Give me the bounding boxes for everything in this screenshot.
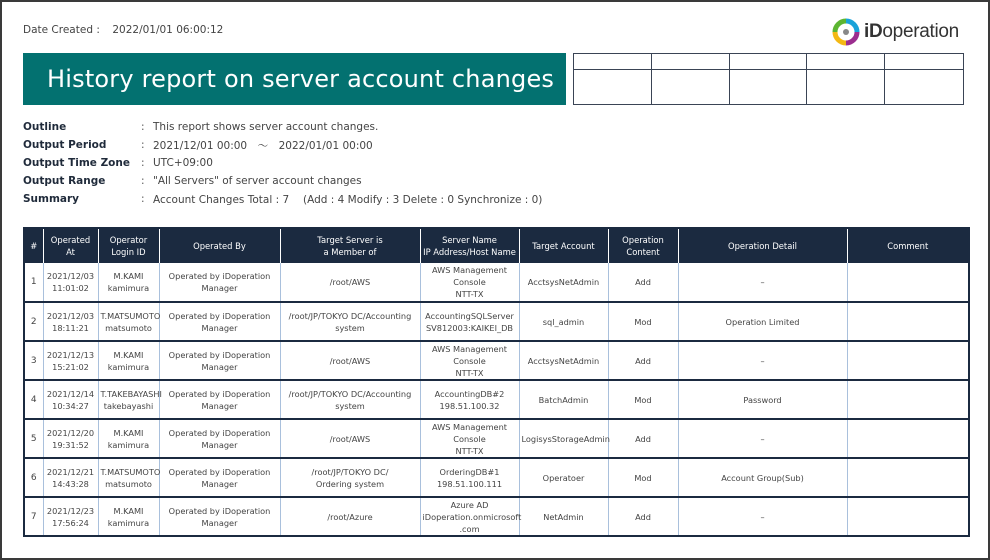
cell-operator-login-id: T.TAKEBAYASHI takebayashi [98, 380, 159, 419]
cell-number: 4 [24, 380, 43, 419]
cell-operator-login-id: M.KAMI kamimura [98, 497, 159, 536]
stamp-cell [807, 70, 885, 104]
cell-operated-at: 2021/12/03 18:11:21 [43, 302, 98, 341]
cell-server-name: AccountingDB#2 198.51.100.32 [420, 380, 519, 419]
header-col-server-name: Server Name IP Address/Host Name [420, 228, 519, 263]
table-row [24, 380, 969, 419]
logo-text: iDoperation [864, 21, 959, 42]
cell-operated-at: 2021/12/13 15:21:02 [43, 341, 98, 380]
cell-operation-detail: – [678, 497, 847, 536]
cell-operated-at: 2021/12/20 19:31:52 [43, 419, 98, 458]
cell-operated-by: Operated by iDoperation Manager [159, 458, 280, 497]
header-col-target-account: Target Account [519, 228, 608, 263]
stamp-cell [652, 70, 730, 104]
cell-operation-content: Add [608, 497, 678, 536]
cell-server-name: AWS Management Console NTT-TX [420, 341, 519, 380]
date-created-label: Date Created : [23, 24, 100, 36]
cell-operator-login-id: M.KAMI kamimura [98, 419, 159, 458]
cell-number: 3 [24, 341, 43, 380]
header-col-comment: Comment [847, 228, 969, 263]
cell-operated-by: Operated by iDoperation Manager [159, 263, 280, 302]
table-row [24, 341, 969, 380]
cell-operation-detail: – [678, 419, 847, 458]
cell-operation-detail: – [678, 263, 847, 302]
cell-target-server-group: /root/JP/TOKYO DC/Accounting system [280, 302, 420, 341]
cell-comment [847, 341, 969, 380]
cell-operated-at: 2021/12/23 17:56:24 [43, 497, 98, 536]
cell-target-server-group: /root/Azure [280, 497, 420, 536]
approval-stamp-grid [573, 53, 964, 105]
cell-comment [847, 380, 969, 419]
report-info [23, 118, 542, 208]
cell-operator-login-id: M.KAMI kamimura [98, 341, 159, 380]
cell-target-account: sql_admin [519, 302, 608, 341]
cell-number: 6 [24, 458, 43, 497]
cell-operated-by: Operated by iDoperation Manager [159, 380, 280, 419]
cell-server-name: OrderingDB#1 198.51.100.111 [420, 458, 519, 497]
cell-operated-at: 2021/12/03 11:01:02 [43, 263, 98, 302]
stamp-cell [885, 70, 963, 104]
cell-operation-content: Add [608, 263, 678, 302]
cell-operated-at: 2021/12/14 10:34:27 [43, 380, 98, 419]
cell-operator-login-id: M.KAMI kamimura [98, 263, 159, 302]
table-row [24, 497, 969, 536]
cell-operated-by: Operated by iDoperation Manager [159, 341, 280, 380]
page-title: History report on server account changes [23, 53, 566, 105]
cell-operated-by: Operated by iDoperation Manager [159, 497, 280, 536]
table-row [24, 302, 969, 341]
cell-target-server-group: /root/AWS [280, 419, 420, 458]
stamp-header-cell [574, 54, 652, 70]
cell-comment [847, 302, 969, 341]
stamp-header-cell [730, 54, 808, 70]
info-output-time-zone: Output Time Zone : UTC+09:00 [23, 157, 213, 169]
header-col-target-server-group: Target Server is a Member of [280, 228, 420, 263]
cell-server-name: AccountingSQLServer SV812003:KAIKEI_DB [420, 302, 519, 341]
cell-target-server-group: /root/JP/TOKYO DC/Accounting system [280, 380, 420, 419]
cell-operation-content: Mod [608, 302, 678, 341]
logo-ring-icon [832, 18, 860, 46]
cell-number: 5 [24, 419, 43, 458]
cell-comment [847, 263, 969, 302]
header-col-operator-login-id: Operator Login ID [98, 228, 159, 263]
cell-comment [847, 458, 969, 497]
cell-target-account: AcctsysNetAdmin [519, 341, 608, 380]
stamp-header-cell [652, 54, 730, 70]
cell-operation-detail: Password [678, 380, 847, 419]
cell-operation-content: Mod [608, 458, 678, 497]
header-col-operated-at: Operated At [43, 228, 98, 263]
cell-operator-login-id: T.MATSUMOTO matsumoto [98, 302, 159, 341]
header-col-operated-by: Operated By [159, 228, 280, 263]
header-col-number: # [24, 228, 43, 263]
cell-operation-detail: Operation Limited [678, 302, 847, 341]
cell-operated-at: 2021/12/21 14:43:28 [43, 458, 98, 497]
cell-operation-content: Mod [608, 380, 678, 419]
stamp-cell [574, 70, 652, 104]
table-header-row [24, 228, 969, 263]
cell-target-server-group: /root/JP/TOKYO DC/ Ordering system [280, 458, 420, 497]
stamp-header-cell [807, 54, 885, 70]
info-output-range: Output Range : "All Servers" of server account changes [23, 175, 362, 187]
date-created-value: 2022/01/01 06:00:12 [112, 24, 224, 36]
idoperation-logo [832, 18, 959, 46]
cell-server-name: AWS Management Console NTT-TX [420, 263, 519, 302]
header-col-operation-detail: Operation Detail [678, 228, 847, 263]
cell-server-name: AWS Management Console NTT-TX [420, 419, 519, 458]
table-row [24, 263, 969, 302]
info-summary: Summary : Account Changes Total : 7 (Add : 4 Modify : 3 Delete : 0 Synchronize : 0) [23, 193, 543, 206]
cell-target-account: LogisysStorageAdmin [519, 419, 608, 458]
table-row [24, 419, 969, 458]
stamp-cell [730, 70, 808, 104]
info-output-period: Output Period : 2021/12/01 00:00 ～ 2022/01/01 00:00 [23, 139, 373, 152]
date-created [23, 24, 223, 36]
cell-target-account: AcctsysNetAdmin [519, 263, 608, 302]
cell-operated-by: Operated by iDoperation Manager [159, 302, 280, 341]
cell-target-server-group: /root/AWS [280, 263, 420, 302]
cell-number: 7 [24, 497, 43, 536]
cell-number: 1 [24, 263, 43, 302]
cell-number: 2 [24, 302, 43, 341]
stamp-header-cell [885, 54, 963, 70]
cell-server-name: Azure AD iDoperation.onmicrosoft .com [420, 497, 519, 536]
header-col-operation-content: Operation Content [608, 228, 678, 263]
account-changes-table [23, 227, 970, 537]
cell-target-account: BatchAdmin [519, 380, 608, 419]
cell-operated-by: Operated by iDoperation Manager [159, 419, 280, 458]
table-row [24, 458, 969, 497]
cell-target-server-group: /root/AWS [280, 341, 420, 380]
cell-target-account: NetAdmin [519, 497, 608, 536]
cell-operation-content: Add [608, 419, 678, 458]
cell-operation-detail: Account Group(Sub) [678, 458, 847, 497]
cell-target-account: Operatoer [519, 458, 608, 497]
cell-comment [847, 419, 969, 458]
cell-comment [847, 497, 969, 536]
cell-operation-content: Add [608, 341, 678, 380]
cell-operation-detail: – [678, 341, 847, 380]
info-outline: Outline : This report shows server account changes. [23, 121, 379, 133]
cell-operator-login-id: T.MATSUMOTO matsumoto [98, 458, 159, 497]
